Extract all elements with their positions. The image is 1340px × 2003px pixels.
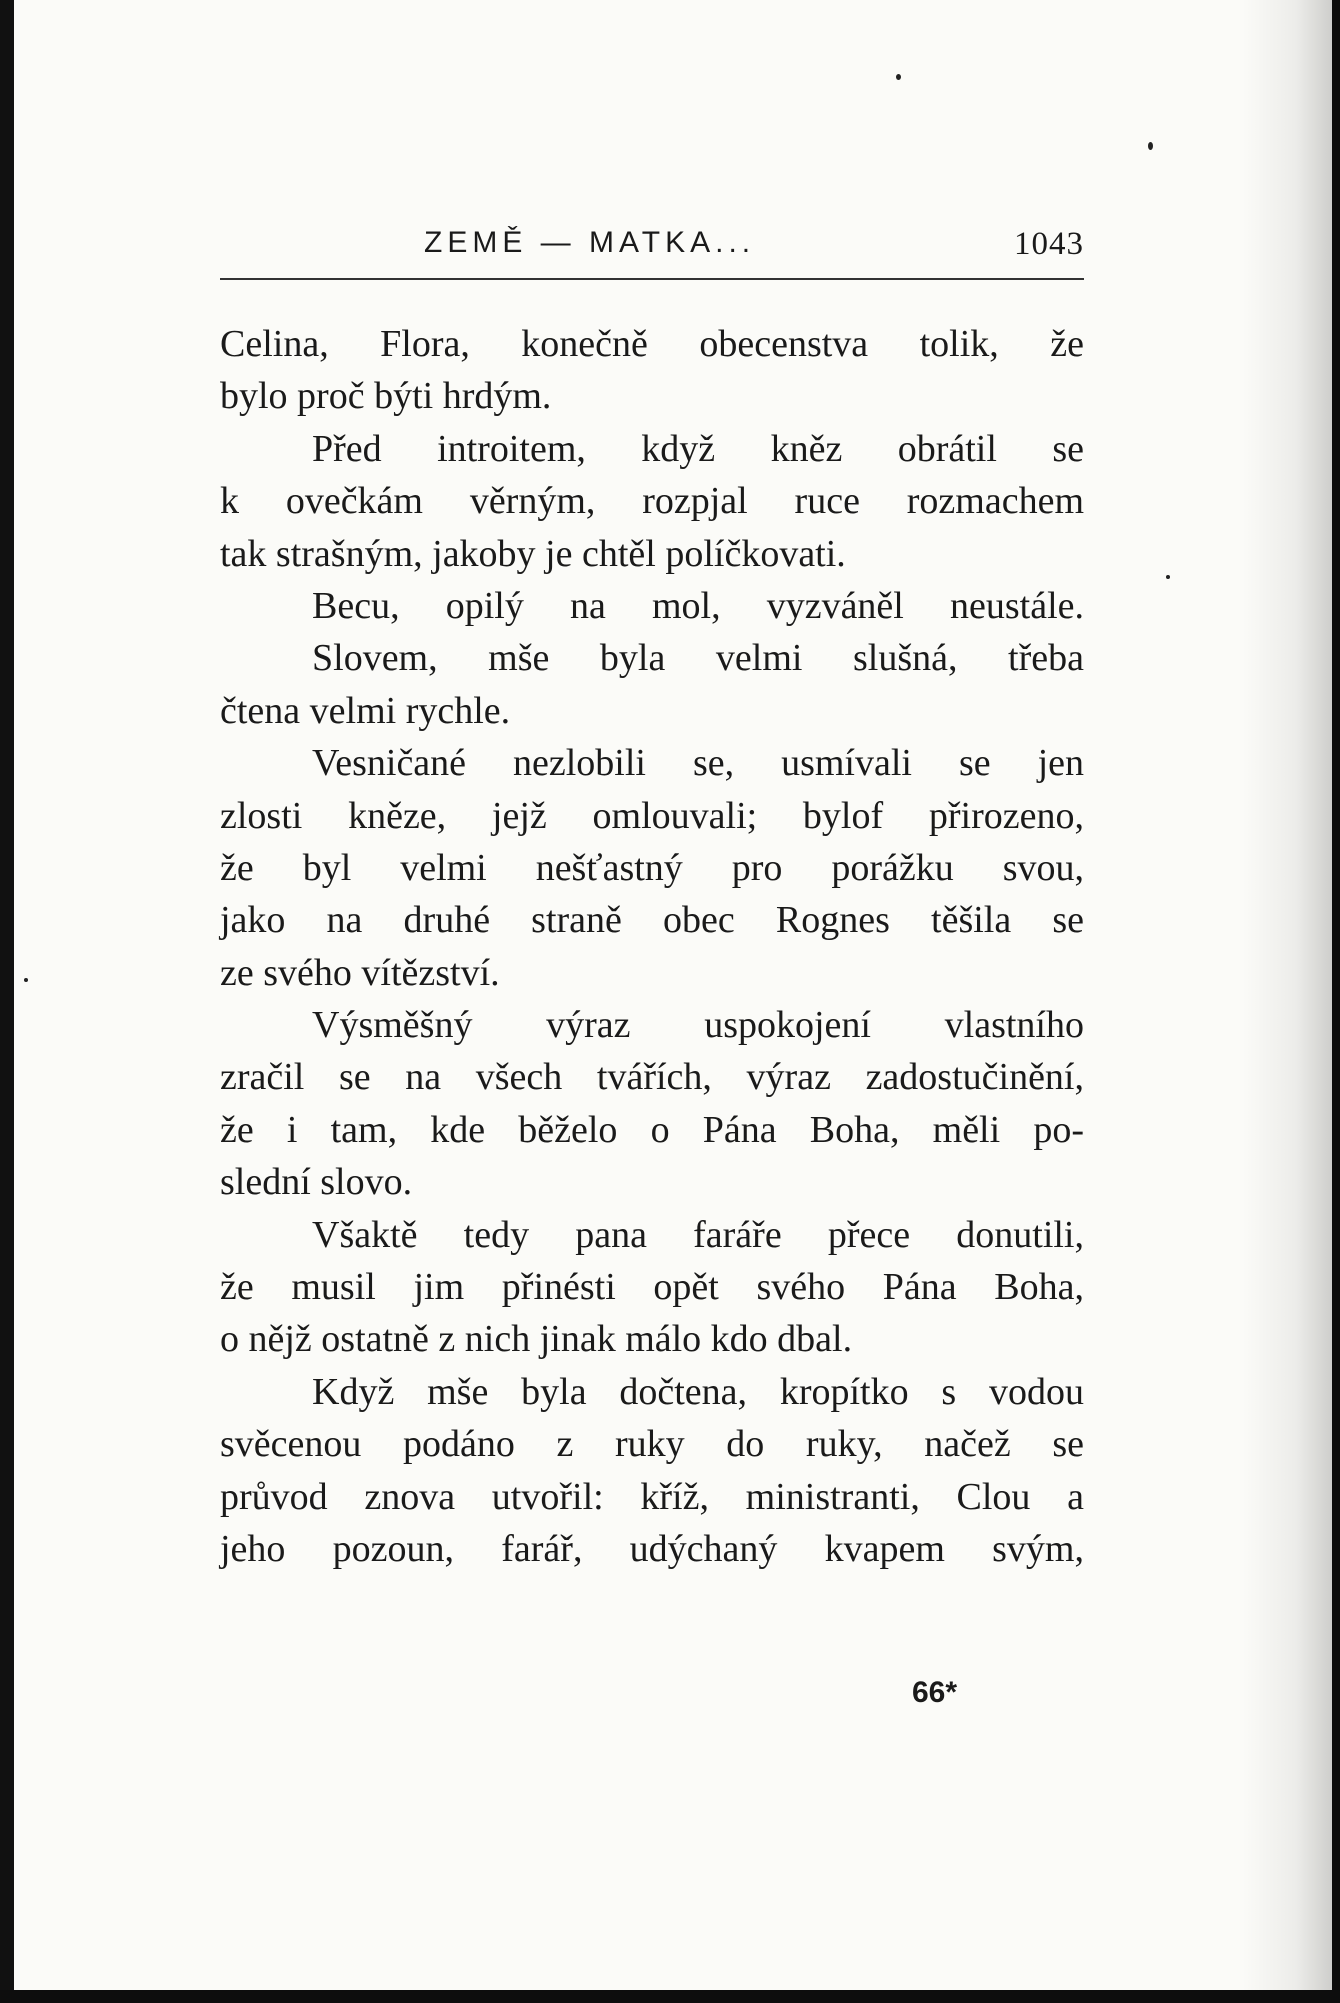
text-line: k ovečkám věrným, rozpjal ruce rozmachem <box>220 480 1084 523</box>
text-line: Když mše byla dočtena, kropítko s vodou <box>312 1370 1084 1413</box>
text-line: Vesničané nezlobili se, usmívali se jen <box>312 742 1084 785</box>
running-title: ZEMĚ — MATKA... <box>424 226 756 259</box>
text-line: Slovem, mše byla velmi slušná, třeba <box>312 637 1084 680</box>
body-text <box>220 318 1084 1575</box>
text-line: čtena velmi rychle. <box>220 689 511 732</box>
scan-speck <box>1166 575 1170 579</box>
text-line: Všaktě tedy pana faráře přece donutili, <box>312 1213 1084 1256</box>
text-line: jako na druhé straně obec Rognes těšila se <box>220 899 1084 942</box>
text-line: jeho pozoun, farář, udýchaný kvapem svým, <box>220 1527 1084 1570</box>
book-page <box>14 0 1332 1990</box>
signature-mark: 66* <box>912 1676 958 1709</box>
page-number: 1043 <box>1014 226 1084 262</box>
text-line: slední slovo. <box>220 1161 413 1204</box>
text-line: Becu, opilý na mol, vyzváněl neustále. <box>312 584 1084 627</box>
text-line: že i tam, kde běželo o Pána Boha, měli po- <box>220 1108 1084 1151</box>
text-line: tak strašným, jakoby je chtěl políčkovati. <box>220 532 846 575</box>
page-header <box>220 226 1084 286</box>
scan-speck <box>24 978 28 982</box>
scan-bottom-border <box>0 1990 1340 2003</box>
header-rule <box>220 278 1084 280</box>
text-line: zlosti kněze, jejž omlouvali; bylof přirozeno, <box>220 794 1084 837</box>
text-line: že byl velmi nešťastný pro porážku svou, <box>220 846 1084 889</box>
text-line: průvod znova utvořil: kříž, ministranti, Clou a <box>220 1475 1084 1518</box>
scan-left-border <box>0 0 14 2003</box>
scan-speck <box>1148 142 1153 150</box>
text-line: že musil jim přinésti opět svého Pána Boha, <box>220 1266 1084 1309</box>
text-line: Celina, Flora, konečně obecenstva tolik, že <box>220 323 1084 365</box>
text-line: zračil se na všech tvářích, výraz zadostučinění, <box>220 1056 1084 1099</box>
text-line: Výsměšný výraz uspokojení vlastního <box>312 1004 1084 1047</box>
text-line: ze svého vítězství. <box>220 951 500 994</box>
text-line: bylo proč býti hrdým. <box>220 375 552 418</box>
text-line: svěcenou podáno z ruky do ruky, načež se <box>220 1423 1084 1466</box>
scan-speck <box>896 74 901 80</box>
text-line: o nějž ostatně z nich jinak málo kdo dbal. <box>220 1318 853 1361</box>
text-line: Před introitem, když kněz obrátil se <box>312 427 1084 470</box>
